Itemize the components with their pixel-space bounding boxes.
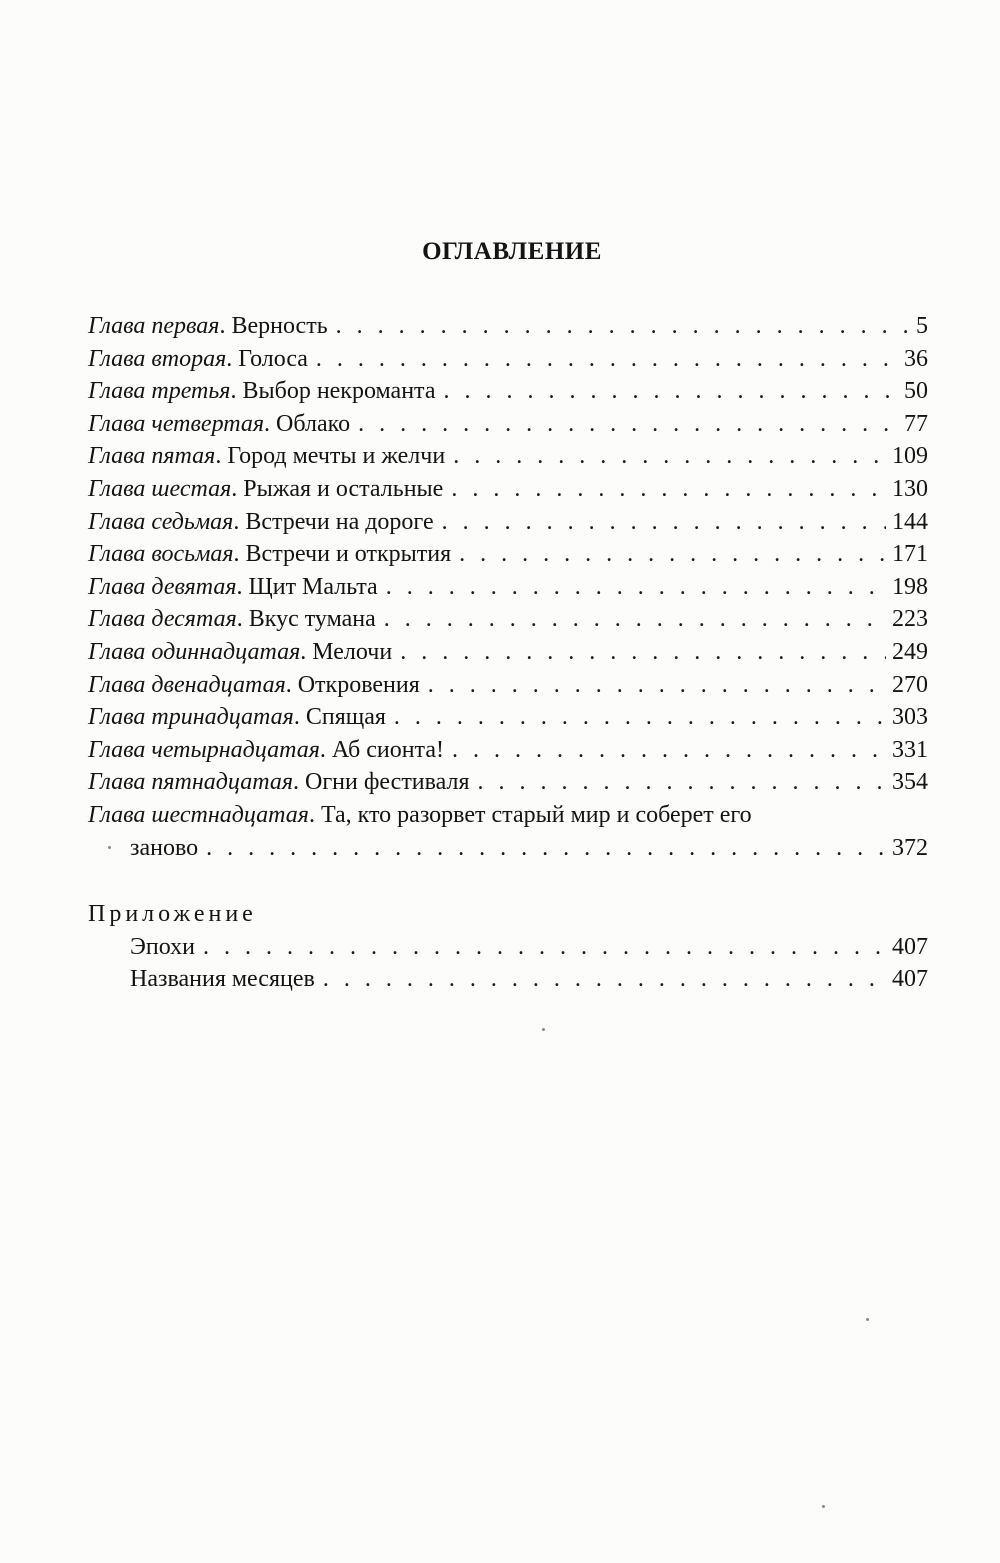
appendix-section bbox=[88, 898, 928, 996]
appendix-item-title: Названия месяцев bbox=[130, 966, 315, 993]
dot-leader bbox=[400, 636, 886, 669]
page-number: 354 bbox=[892, 769, 928, 796]
chapter-sep: . bbox=[264, 410, 277, 437]
page-number: 331 bbox=[892, 736, 928, 763]
chapter-title: Огни фестиваля bbox=[305, 769, 470, 796]
dot-leader bbox=[206, 832, 886, 865]
chapter-sep: . bbox=[226, 345, 239, 372]
dot-leader bbox=[442, 506, 886, 539]
toc-list bbox=[88, 310, 928, 864]
page-number: 372 bbox=[892, 834, 928, 861]
toc-entry bbox=[88, 473, 928, 506]
page-number: 198 bbox=[892, 573, 928, 600]
toc-entry bbox=[88, 603, 928, 636]
chapter-sep: . bbox=[236, 606, 249, 633]
dot-leader bbox=[428, 669, 886, 702]
dot-leader bbox=[459, 538, 886, 571]
dot-leader bbox=[336, 310, 910, 343]
toc-entry bbox=[88, 408, 928, 441]
chapter-title: Верность bbox=[231, 313, 328, 339]
paper-speck bbox=[866, 1318, 869, 1321]
chapter-title: Рыжая и остальные bbox=[243, 475, 444, 502]
toc-entry bbox=[88, 636, 928, 669]
chapter-number: Глава вторая bbox=[88, 345, 227, 372]
page-number: 407 bbox=[892, 966, 928, 993]
chapter-number: Глава одиннадцатая bbox=[88, 638, 301, 665]
appendix-item-title: Эпохи bbox=[130, 933, 195, 960]
chapter-sep: . bbox=[230, 378, 243, 405]
chapter-sep: . bbox=[308, 801, 321, 828]
page-number: 5 bbox=[916, 313, 928, 339]
dot-leader bbox=[478, 766, 886, 799]
page-number: 171 bbox=[892, 541, 928, 568]
chapter-title: Встречи на дороге bbox=[245, 508, 434, 535]
chapter-title: Голоса bbox=[238, 345, 308, 372]
toc-entry bbox=[88, 571, 928, 604]
chapter-title: Вкус тумана bbox=[248, 606, 376, 633]
chapter-title-line1: Та, кто разорвет старый мир и соберет его bbox=[320, 801, 752, 828]
appendix-label: Приложение bbox=[88, 901, 257, 927]
dot-leader bbox=[453, 440, 886, 473]
page-number: 303 bbox=[892, 704, 928, 731]
dot-leader bbox=[443, 375, 898, 408]
dot-leader bbox=[386, 571, 886, 604]
toc-entry bbox=[88, 440, 928, 473]
chapter-title: Облако bbox=[276, 410, 351, 437]
chapter-number: Глава первая bbox=[88, 313, 220, 339]
chapter-sep: . bbox=[231, 475, 244, 502]
dot-leader bbox=[316, 343, 898, 376]
chapter-title: Встречи и открытия bbox=[245, 541, 452, 568]
chapter-number: Глава тринадцатая bbox=[88, 704, 294, 731]
dot-leader bbox=[323, 963, 886, 996]
chapter-number: Глава седьмая bbox=[88, 508, 234, 535]
dot-leader bbox=[452, 734, 886, 767]
chapter-number: Глава шестая bbox=[88, 475, 232, 502]
page-number: 144 bbox=[892, 508, 928, 535]
toc-entry-multiline bbox=[88, 799, 928, 864]
appendix-entry bbox=[88, 963, 928, 996]
dot-leader bbox=[451, 473, 886, 506]
chapter-title: Щит Мальта bbox=[248, 573, 378, 600]
page-number: 50 bbox=[904, 378, 928, 405]
appendix-entry bbox=[88, 931, 928, 964]
chapter-number: Глава четырнадцатая bbox=[88, 736, 320, 763]
paper-speck bbox=[108, 846, 111, 849]
toc-entry bbox=[88, 766, 928, 799]
chapter-sep: . bbox=[233, 541, 246, 568]
chapter-number: Глава четвертая bbox=[88, 410, 265, 437]
page-number: 77 bbox=[904, 410, 928, 437]
dot-leader bbox=[394, 701, 886, 734]
paper-speck bbox=[542, 1028, 545, 1031]
chapter-sep: . bbox=[233, 508, 246, 535]
page-number: 109 bbox=[892, 443, 928, 470]
page-number: 130 bbox=[892, 475, 928, 502]
page-number: 223 bbox=[892, 606, 928, 633]
toc-entry bbox=[88, 701, 928, 734]
chapter-sep: . bbox=[319, 736, 332, 763]
dot-leader bbox=[384, 603, 886, 636]
toc-entry bbox=[88, 375, 928, 408]
toc-entry bbox=[88, 343, 928, 376]
page-number: 270 bbox=[892, 671, 928, 698]
chapter-number: Глава пятая bbox=[88, 443, 216, 470]
toc-entry bbox=[88, 506, 928, 539]
chapter-title: Аб сионта! bbox=[331, 736, 444, 763]
chapter-title-line2: заново bbox=[130, 834, 199, 861]
dot-leader bbox=[203, 931, 886, 964]
chapter-title: Выбор некроманта bbox=[242, 378, 436, 405]
page-number: 249 bbox=[892, 638, 928, 665]
chapter-sep: . bbox=[219, 313, 232, 339]
entry-line-2 bbox=[88, 832, 928, 865]
paper-speck bbox=[822, 1505, 825, 1508]
entry-line-1 bbox=[88, 799, 928, 832]
chapter-number: Глава девятая bbox=[88, 573, 237, 600]
chapter-sep: . bbox=[236, 573, 249, 600]
chapter-sep: . bbox=[300, 638, 313, 665]
chapter-title: Спящая bbox=[305, 704, 386, 731]
toc-entry bbox=[88, 538, 928, 571]
chapter-number: Глава третья bbox=[88, 378, 231, 405]
dot-leader bbox=[358, 408, 898, 441]
chapter-sep: . bbox=[293, 769, 305, 796]
chapter-number: Глава двенадцатая bbox=[88, 671, 286, 698]
chapter-sep: . bbox=[285, 671, 298, 698]
chapter-number: Глава шестнадцатая bbox=[88, 801, 309, 828]
page-number: 407 bbox=[892, 933, 928, 960]
chapter-title: Город мечты и желчи bbox=[227, 443, 446, 470]
chapter-title: Откровения bbox=[297, 671, 420, 698]
chapter-number: Глава десятая bbox=[88, 606, 237, 633]
chapter-sep: . bbox=[215, 443, 228, 470]
page-number: 36 bbox=[904, 345, 928, 372]
toc-entry bbox=[88, 310, 928, 343]
toc-entry bbox=[88, 734, 928, 767]
chapter-title: Мелочи bbox=[312, 638, 393, 665]
chapter-number: Глава восьмая bbox=[88, 541, 234, 568]
toc-title: ОГЛАВЛЕНИЕ bbox=[422, 238, 602, 265]
chapter-number: Глава пятнадцатая bbox=[88, 769, 293, 796]
chapter-sep: . bbox=[293, 704, 306, 731]
toc-entry bbox=[88, 669, 928, 702]
